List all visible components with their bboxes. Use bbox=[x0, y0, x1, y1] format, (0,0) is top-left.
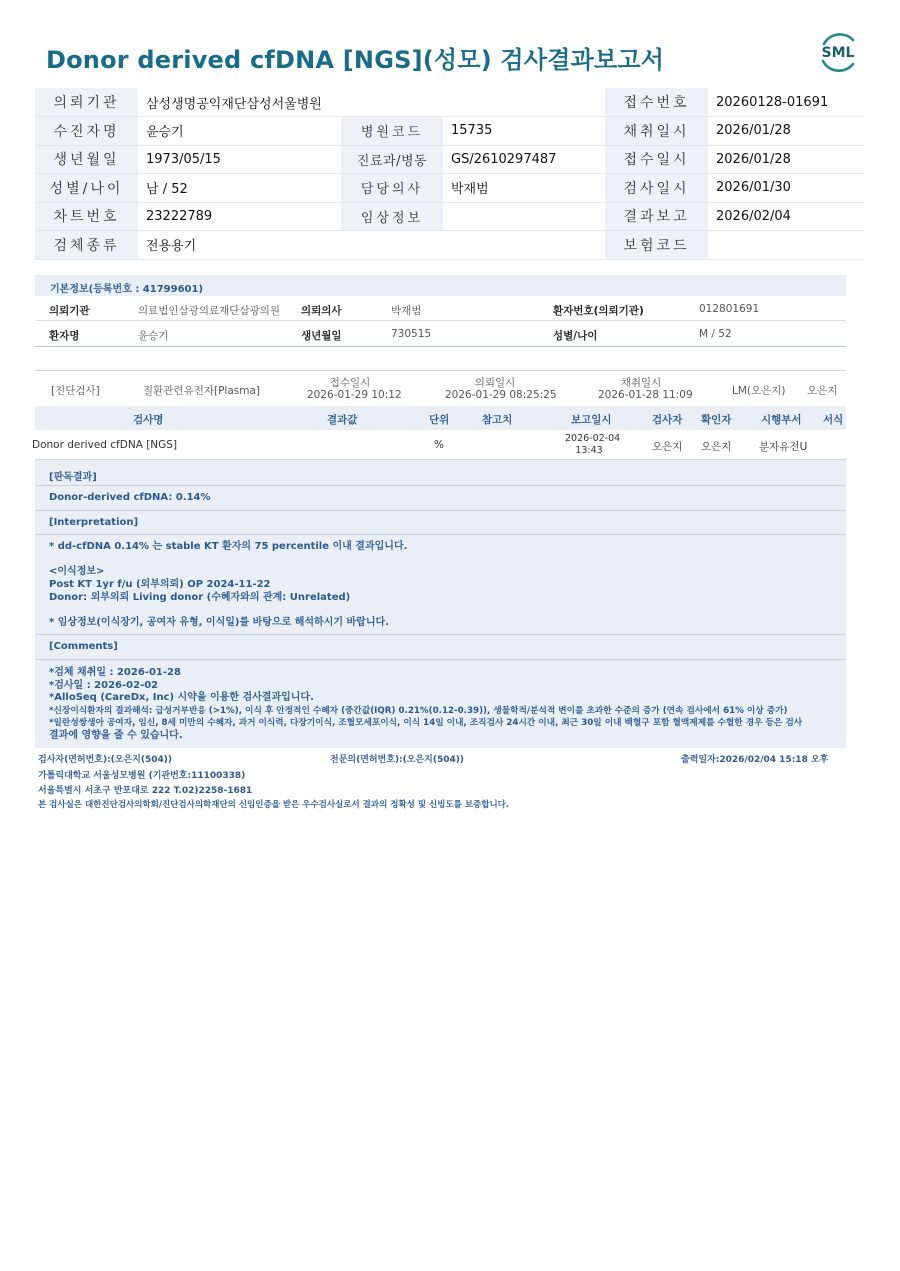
basic-info-heading: 기본정보(등록번호 : 41799601) bbox=[35, 275, 846, 296]
value-birth-date: 1973/05/15 bbox=[138, 145, 341, 174]
basic-info-row bbox=[35, 321, 846, 346]
basic-org-value: 의료법인삼광의료재단삼광의원 bbox=[138, 305, 281, 317]
comment-line: *AlloSeq (CareDx, Inc) 시약을 이용한 검사결과입니다. bbox=[49, 692, 314, 703]
footer-print-date: 출력일자:2026/02/04 15:18 오후 bbox=[681, 755, 829, 765]
value-doctor: 박재범 bbox=[443, 174, 605, 203]
row-report-date: 2026-02-04 bbox=[565, 433, 621, 444]
value-requesting-org: 삼성생명공익재단삼성서울병원 bbox=[138, 88, 605, 117]
basic-name-label: 환자명 bbox=[49, 330, 80, 342]
basic-birth-label: 생년월일 bbox=[301, 330, 342, 342]
meta-received-value: 2026-01-29 10:12 bbox=[307, 389, 402, 401]
comment-line: 결과에 영향을 줄 수 있습니다. bbox=[49, 729, 183, 741]
header-row bbox=[35, 88, 863, 117]
col-report-date: 보고일시 bbox=[571, 414, 612, 426]
interpretation-line: * dd-cfDNA 0.14% 는 stable KT 환자의 75 percentile 이내 결과입니다. bbox=[49, 541, 408, 552]
interpretation-line: <이식정보> bbox=[49, 566, 105, 577]
header-row bbox=[35, 231, 863, 260]
basic-birth-value: 730515 bbox=[391, 328, 432, 340]
basic-doctor-label: 의뢰의사 bbox=[301, 305, 342, 317]
label-hospital-code: 병원코드 bbox=[341, 117, 443, 146]
basic-org-label: 의뢰기관 bbox=[49, 305, 90, 317]
table-row bbox=[32, 430, 846, 460]
value-specimen-type: 전용용기 bbox=[138, 231, 605, 260]
label-collection-date: 채취일시 bbox=[605, 117, 708, 146]
section-divider bbox=[35, 510, 846, 511]
label-chart-no: 차트번호 bbox=[35, 202, 138, 231]
meta-collected-label: 채취일시 bbox=[620, 377, 662, 389]
basic-name-value: 윤승기 bbox=[138, 330, 169, 342]
col-department: 시행부서 bbox=[761, 414, 802, 426]
header-row bbox=[35, 145, 863, 174]
header-row bbox=[35, 202, 863, 231]
comment-line: *검체 채취일 : 2026-01-28 bbox=[49, 667, 181, 678]
label-clinical-info: 임상정보 bbox=[341, 202, 443, 231]
row-test-name: Donor derived cfDNA [NGS] bbox=[32, 439, 178, 451]
section-divider bbox=[35, 659, 846, 660]
basic-sex-value: M / 52 bbox=[699, 328, 732, 340]
comment-line: *일란성쌍생아 공여자, 임신, 8세 미만의 수혜자, 과거 이식력, 다장기이식, 조혈모세포이식, 이식 14일 이내, 조직검사 24시간 이내, 최근 30일 이내 백혈구 포함 혈액제제를 수혈한 경우 등은 검사 bbox=[49, 718, 803, 728]
value-report-date: 2026/02/04 bbox=[708, 202, 863, 231]
label-report-date: 결과보고 bbox=[605, 202, 708, 231]
col-reference: 참고치 bbox=[482, 414, 513, 426]
meta-received-label: 접수일시 bbox=[329, 377, 371, 389]
header-row bbox=[35, 117, 863, 146]
value-department: GS/2610297487 bbox=[443, 145, 605, 174]
value-sex-age: 남 / 52 bbox=[138, 174, 341, 203]
footer-tester: 검사자(면허번호):(오은지(504)) bbox=[38, 755, 173, 765]
basic-info-row bbox=[35, 296, 846, 321]
section-divider bbox=[35, 534, 846, 535]
sml-logo bbox=[815, 28, 861, 76]
value-receipt-date: 2026/01/28 bbox=[708, 145, 863, 174]
label-sex-age: 성별/나이 bbox=[35, 174, 138, 203]
basic-info-section bbox=[35, 296, 846, 346]
interpretation-line: Donor: 외부의뢰 Living donor (수혜자와의 관계: Unrelated) bbox=[49, 592, 351, 603]
col-result: 결과값 bbox=[327, 414, 358, 426]
meta-specimen: 질환관련유전자[Plasma] bbox=[143, 385, 261, 397]
meta-lm: LM(오은지) bbox=[732, 385, 786, 397]
footer-address: 서울특별시 서초구 반포대로 222 T.02)2258-1681 bbox=[38, 786, 253, 796]
value-test-date: 2026/01/30 bbox=[708, 174, 863, 203]
row-tester: 오은지 bbox=[652, 441, 683, 453]
meta-category: [진단검사] bbox=[51, 385, 100, 397]
basic-sex-label: 성별/나이 bbox=[553, 330, 598, 342]
value-hospital-code: 15735 bbox=[443, 117, 605, 146]
meta-requested-label: 의뢰일시 bbox=[474, 377, 516, 389]
comment-line: *신장이식환자의 결과해석: 급성거부반응 (>1%), 이식 후 안정적인 수혜자 (중간값(IQR) 0.21%(0.12-0.39)), 생물학적/분석적 변이를 초과한 수준의 증가 (연속 검사에서 61% 이상 증가) bbox=[49, 705, 788, 716]
meta-requested-value: 2026-01-29 08:25:25 bbox=[445, 389, 557, 401]
comments-heading: [Comments] bbox=[49, 641, 118, 652]
col-unit: 단위 bbox=[429, 414, 450, 426]
row-unit: % bbox=[434, 439, 444, 451]
label-department: 진료과/병동 bbox=[341, 145, 443, 174]
label-insurance-code: 보험코드 bbox=[605, 231, 708, 260]
row-department: 분자유전U bbox=[759, 441, 808, 453]
meta-tester: 오은지 bbox=[807, 385, 838, 397]
basic-patient-no-value: 012801691 bbox=[699, 303, 760, 315]
col-confirmer: 확인자 bbox=[701, 414, 732, 426]
section-divider bbox=[35, 346, 846, 347]
basic-doctor-value: 박재범 bbox=[391, 305, 422, 317]
meta-collected-value: 2026-01-28 11:09 bbox=[598, 389, 693, 401]
footer-certification: 본 검사실은 대한진단검사의학회/진단검사의학재단의 신임인증을 받은 우수검사실로서 결과의 정확성 및 신빙도를 보증합니다. bbox=[38, 800, 510, 810]
header-row bbox=[35, 174, 863, 203]
footer-specialist: 전문의(면허번호):(오은지(504)) bbox=[330, 755, 465, 765]
col-test-name: 검사명 bbox=[133, 414, 164, 426]
value-chart-no: 23222789 bbox=[138, 202, 341, 231]
col-form: 서식 bbox=[823, 414, 844, 426]
label-birth-date: 생년월일 bbox=[35, 145, 138, 174]
value-collection-date: 2026/01/28 bbox=[708, 117, 863, 146]
logo-text: SML bbox=[821, 45, 855, 61]
label-doctor: 담당의사 bbox=[341, 174, 443, 203]
header-info-table bbox=[35, 88, 863, 260]
label-requesting-org: 의뢰기관 bbox=[35, 88, 138, 117]
label-test-date: 검사일시 bbox=[605, 174, 708, 203]
row-confirmer: 오은지 bbox=[701, 441, 732, 453]
judgement-text: Donor-derived cfDNA: 0.14% bbox=[49, 492, 211, 503]
basic-patient-no-label: 환자번호(의뢰기관) bbox=[553, 305, 644, 317]
comment-line: *검사일 : 2026-02-02 bbox=[49, 679, 159, 691]
interpretation-heading: [Interpretation] bbox=[49, 517, 139, 528]
row-report-time: 13:43 bbox=[575, 445, 603, 456]
interpretation-line: Post KT 1yr f/u (외부의뢰) OP 2024-11-22 bbox=[49, 579, 271, 590]
section-divider bbox=[35, 634, 846, 635]
test-meta-row bbox=[35, 370, 846, 406]
label-patient-name: 수진자명 bbox=[35, 117, 138, 146]
section-divider bbox=[35, 485, 846, 486]
label-receipt-date: 접수일시 bbox=[605, 145, 708, 174]
interpretation-line: * 임상정보(이식장기, 공여자 유형, 이식일)를 바탕으로 해석하시기 바랍니다. bbox=[49, 617, 389, 628]
result-section bbox=[35, 460, 846, 748]
col-tester: 검사자 bbox=[652, 414, 683, 426]
value-patient-name: 윤승기 bbox=[138, 117, 341, 146]
label-receipt-no: 접수번호 bbox=[605, 88, 708, 117]
value-receipt-no: 20260128-01691 bbox=[708, 88, 863, 117]
label-specimen-type: 검체종류 bbox=[35, 231, 138, 260]
judgement-heading: [판독결과] bbox=[49, 472, 97, 483]
result-column-header bbox=[35, 406, 846, 430]
footer-hospital: 가톨릭대학교 서울성모병원 (기관번호:11100338) bbox=[38, 771, 246, 781]
value-clinical-info bbox=[443, 202, 605, 231]
report-title: Donor derived cfDNA [NGS](성모) 검사결과보고서 bbox=[46, 46, 665, 74]
value-insurance-code bbox=[708, 231, 863, 260]
